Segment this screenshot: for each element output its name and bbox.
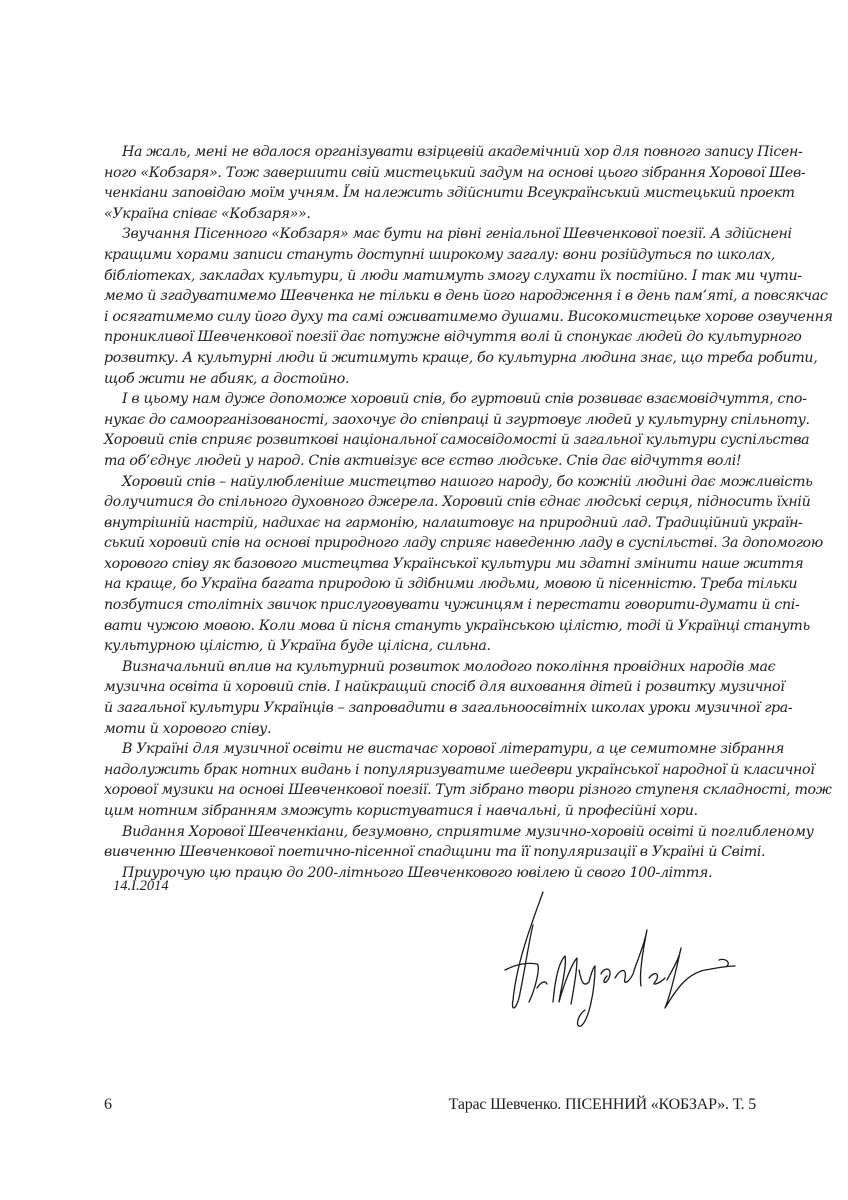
text-line: хорового співу як базового мистецтва Української культури ми здатні змінити наше життя [104,555,804,572]
text-line: ного «Кобзаря». Тож завершити свій мистецький задум на основі цього зібрання Хорової Шев- [104,164,806,181]
text-line: Визначальний вплив на культурний розвиток молодого покоління провідних народів має [122,658,776,675]
text-line: на краще, бо Україна багата природою й здібними людьми, мовою й пісенністю. Треба тільки [104,576,798,593]
paragraph [104,739,832,821]
text-line: ський хоровий спів на основі природного ладу сприяє наведенню ладу в суспільстві. За допомогою [104,535,823,552]
text-line: цим нотним зібранням зможуть користуватися і навчальні, й професійні хори. [104,803,698,819]
text-line: Приурочую цю працю до 200-літнього Шевченкового ювілею й свого 100-ліття. [122,864,713,881]
text-line: культурною цілістю, й Україна буде цілісна, сильна. [104,638,491,655]
signature-icon [455,870,755,1040]
text-line: надолужить брак нотних видань і популяризуватиме шедеври української народної й класичної [104,761,815,778]
text-line: На жаль, мені не вдалося організувати взірцевій академічний хор для повного запису Пісен- [122,144,803,160]
text-line: щоб жити не абияк, а достойно. [104,370,350,387]
running-title: Тарас Шевченко. ПІСЕННИЙ «КОБЗАР». Т. 5 [448,1096,756,1113]
text-line: Звучання Пісенного «Кобзаря» має бути на рівні геніальної Шевченкової поезії. А здійснені [122,226,792,243]
text-line: бібліотеках, закладах культури, й люди матимуть змогу слухати їх постійно. І так ми чути- [104,267,802,284]
text-line: вивченню Шевченкової поетично-пісенної спадщини та її популяризації в Україні й Світі. [104,844,766,861]
text-line: нукає до самоорганізованості, заохочує до співпраці й згуртовує людей у культурну спільноту. [104,411,810,428]
text-line: «Україна співає «Кобзаря»». [104,205,311,222]
paragraph [104,142,806,224]
text-line: кращими хорами записи стануть доступні широкому загалу: вони розійдуться по школах, [104,246,775,263]
paragraph [104,472,823,657]
text-line: і осягатимемо силу його духу та самі оживатимемо душами. Високомистецьке хорове озвучення [104,308,833,325]
text-line: хорової музики на основі Шевченкової поезії. Тут зібрано твори різного ступеня складності, тож [104,782,832,799]
text-line: Хоровий спів – найулюбленіше мистецтво нашого народу, бо кожній людині дає можливість [122,473,813,490]
text-line: моти й хорового співу. [104,720,272,737]
text-line: вати чужою мовою. Коли мова й пісня стануть українською цілістю, тоді й Українці стануть [104,617,810,634]
text-line: В Україні для музичної освіти не вистачає хорової літератури, а це семитомне зібрання [122,741,785,758]
text-line: позбутися столітніх звичок прислуговувати чужинцям і перестати говорити-думати й спі- [104,597,800,614]
text-line: Хоровий спів сприяє розвиткові національної самосвідомості й загальної культури суспільства [104,432,810,449]
text-line: мемо й згадуватимемо Шевченка не тільки в день його народження і в день пам’яті, а повсякчас [104,288,828,305]
paragraph [104,822,814,863]
text-line: ченкіани заповідаю моїм учням. Їм належить здійснити Всеукраїнський мистецький проект [104,185,795,202]
text-line: долучитися до спільного духовного джерела. Хоровий спів єднає людські серця, підносить їхній [104,494,811,511]
text-line: та об’єднує людей у народ. Спів активізує все єство людське. Спів дає відчуття волі! [104,452,742,469]
text-line: І в цьому нам дуже допоможе хоровий спів, бо гуртовий спів розвиває взаємовідчуття, спо- [122,391,807,408]
paragraph [104,224,833,389]
date: 14.I.2014 [113,878,169,894]
text-line: проникливої Шевченкової поезії дає потужне відчуття волі й спонукає людей до культурного [104,329,802,346]
text-line: розвитку. А культурні люди й житимуть краще, бо культурна людина знає, що треба робити, [104,349,818,366]
text-line: Видання Хорової Шевченкіани, безумовно, сприятиме музично-хоровій освіті й поглибленому [122,823,814,840]
text-line: внутрішній настрій, надихає на гармонію, налаштовує на природний лад. Традиційний україн- [104,514,803,531]
body-text [104,142,833,883]
paragraph [104,389,810,471]
text-line: й загальної культури Українців – запровадити в загальноосвітніх школах уроки музичної гра- [104,700,793,717]
page-number: 6 [104,1096,112,1113]
paragraph [104,657,793,739]
text-line: музична освіта й хоровий спів. І найкращий спосіб для виховання дітей і розвитку музичної [104,679,785,696]
